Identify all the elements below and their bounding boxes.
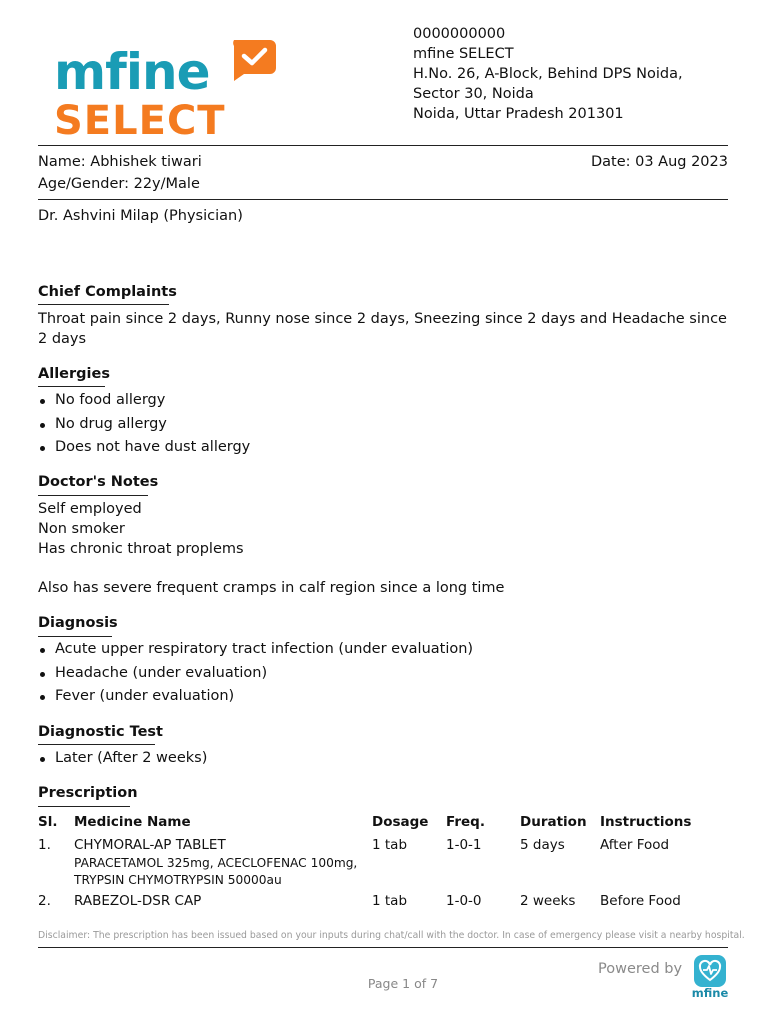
row-2-medicine: RABEZOL-DSR CAP [74, 893, 202, 909]
clinic-address-block [413, 24, 683, 124]
diagnosis-underline [38, 636, 112, 637]
list-item: Does not have dust allergy [38, 436, 250, 460]
col-header-dosage: Dosage [372, 814, 429, 830]
clinic-name: mfine SELECT [413, 46, 514, 62]
list-item: Fever (under evaluation) [38, 685, 473, 709]
diagnostic-test-list [38, 747, 207, 771]
doctors-notes-line-1: Self employed [38, 501, 142, 517]
col-header-instructions: Instructions [600, 814, 692, 830]
row-2-dosage: 1 tab [372, 893, 408, 909]
doctor-name: Dr. Ashvini Milap (Physician) [38, 208, 243, 224]
chief-complaints-line-2: 2 days [38, 331, 87, 347]
row-1-composition-2: TRYPSIN CHYMOTRYPSIN 50000au [74, 873, 282, 887]
visit-date: Date: 03 Aug 2023 [590, 154, 728, 170]
col-header-sl: Sl. [38, 814, 58, 830]
mfine-brand-label: mfine [691, 986, 729, 1000]
allergies-list [38, 389, 250, 460]
patient-divider [38, 199, 728, 200]
chief-complaints-underline [38, 304, 169, 305]
mfine-select-logo [52, 32, 282, 144]
row-2-duration: 2 weeks [520, 893, 576, 909]
check-badge-icon [230, 38, 278, 82]
page-number: Page 1 of 7 [367, 976, 439, 991]
patient-age-gender: Age/Gender: 22y/Male [38, 176, 200, 192]
row-1-composition-1: PARACETAMOL 325mg, ACECLOFENAC 100mg, [74, 856, 358, 870]
col-header-medicine: Medicine Name [74, 814, 191, 830]
diagnostic-test-heading: Diagnostic Test [38, 724, 163, 740]
list-item: No drug allergy [38, 413, 250, 437]
clinic-address-line-3: Noida, Uttar Pradesh 201301 [413, 106, 624, 122]
row-2-sl: 2. [38, 893, 51, 909]
list-item: No food allergy [38, 389, 250, 413]
row-1-medicine: CHYMORAL-AP TABLET [74, 837, 226, 853]
clinic-address-line-1: H.No. 26, A-Block, Behind DPS Noida, [413, 66, 683, 82]
list-item: Acute upper respiratory tract infection (under evaluation) [38, 638, 473, 662]
chief-complaints-heading: Chief Complaints [38, 284, 177, 300]
logo-mfine-text: mfine [54, 43, 210, 101]
row-1-instructions: After Food [600, 837, 670, 853]
list-item: Headache (under evaluation) [38, 662, 473, 686]
doctors-notes-heading: Doctor's Notes [38, 474, 159, 490]
doctors-notes-extra: Also has severe frequent cramps in calf region since a long time [38, 580, 505, 596]
doctors-notes-line-2: Non smoker [38, 521, 125, 537]
diagnostic-test-underline [38, 744, 155, 745]
clinic-phone: 0000000000 [413, 26, 506, 42]
chief-complaints-line-1: Throat pain since 2 days, Runny nose since 2 days, Sneezing since 2 days and Headache since [38, 311, 727, 327]
diagnosis-heading: Diagnosis [38, 615, 118, 631]
row-1-dosage: 1 tab [372, 837, 408, 853]
prescription-underline [38, 806, 130, 807]
row-1-freq: 1-0-1 [446, 837, 482, 853]
doctors-notes-underline [38, 495, 148, 496]
logo-select-text: SELECT [54, 98, 226, 144]
patient-name: Name: Abhishek tiwari [38, 154, 202, 170]
row-2-instructions: Before Food [600, 893, 681, 909]
list-item: Later (After 2 weeks) [38, 747, 207, 771]
diagnosis-list [38, 638, 473, 709]
disclaimer: Disclaimer: The prescription has been issued based on your inputs during chat/call with the doctor. In case of emergency please visit a nearby hospital. [38, 930, 745, 941]
col-header-duration: Duration [520, 814, 587, 830]
row-2-freq: 1-0-0 [446, 893, 482, 909]
row-1-sl: 1. [38, 837, 51, 853]
row-1-duration: 5 days [520, 837, 565, 853]
header-divider [38, 145, 728, 146]
footer-divider [38, 947, 728, 948]
col-header-freq: Freq. [446, 814, 485, 830]
allergies-heading: Allergies [38, 366, 110, 382]
doctors-notes-line-3: Has chronic throat proplems [38, 541, 244, 557]
clinic-address-line-2: Sector 30, Noida [413, 86, 534, 102]
prescription-heading: Prescription [38, 785, 138, 801]
allergies-underline [38, 386, 105, 387]
powered-by-label: Powered by [598, 961, 683, 977]
